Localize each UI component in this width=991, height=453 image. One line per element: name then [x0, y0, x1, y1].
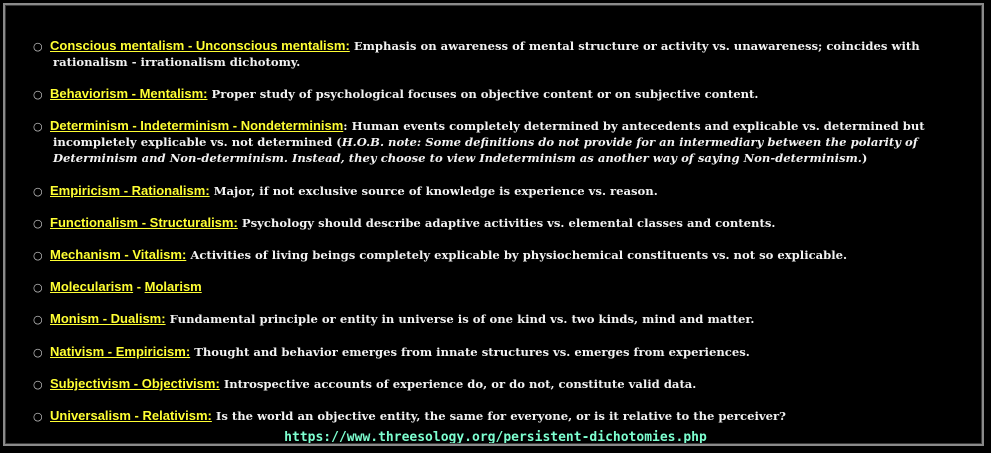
item-description: Is the world an objective entity, the same for everyone, or is it relative to the perceiver?: [211, 408, 786, 423]
bullet-icon: ○: [33, 184, 43, 198]
item-description: Fundamental principle or entity in universe is of one kind vs. two kinds, mind and matter.: [165, 312, 755, 327]
term-link[interactable]: Subjectivism - Objectivism:: [50, 375, 220, 391]
term-link[interactable]: Conscious mentalism - Unconscious mentalism:: [50, 38, 350, 53]
bullet-icon: ○: [33, 248, 43, 262]
bullet-icon: ○: [33, 88, 43, 102]
list-item: [33, 376, 968, 392]
term-link[interactable]: Nativism - Empiricism:: [50, 343, 191, 359]
bullet-icon: ○: [33, 281, 43, 295]
item-description-end: ): [861, 151, 868, 166]
page-frame: [3, 3, 984, 446]
list-item: [33, 408, 968, 424]
list-item: [33, 279, 968, 295]
term-link-molecularism[interactable]: Molecularism: [50, 279, 134, 295]
term-link[interactable]: Universalism - Relativism:: [50, 407, 212, 423]
term-link[interactable]: Monism - Dualism:: [50, 311, 166, 327]
item-description: Psychology should describe adaptive activities vs. elemental classes and contents.: [237, 215, 776, 230]
item-description: Thought and behavior emerges from innate structures vs. emerges from experiences.: [190, 344, 750, 359]
item-description-continued: rationalism - irrationalism dichotomy.: [53, 55, 301, 69]
bullet-icon: ○: [33, 120, 43, 134]
bullet-icon: ○: [33, 40, 43, 53]
item-description: Introspective accounts of experience do, or do not, constitute valid data.: [219, 376, 697, 391]
bullet-icon: ○: [33, 345, 43, 359]
bullet-icon: ○: [33, 216, 43, 230]
item-description: Activities of living beings completely explicable by physiochemical constituents vs. not so explicable.: [186, 247, 848, 262]
bullet-icon: ○: [33, 409, 43, 423]
item-description-continued: [50, 134, 968, 166]
list-item: [33, 118, 968, 166]
source-url: https://www.threesology.org/persistent-dichotomies.php: [284, 430, 707, 445]
bullet-icon: ○: [33, 313, 43, 327]
item-description-text: incompletely explicable vs. not determined (: [53, 135, 342, 150]
list-item: [33, 311, 968, 327]
item-description: : Human events completely determined by antecedents and explicable vs. determined but: [343, 119, 925, 134]
term-link[interactable]: Mechanism - Vitalism:: [50, 246, 187, 262]
list-item: [33, 38, 968, 70]
item-description: Major, if not exclusive source of knowledge is experience vs. reason.: [209, 183, 658, 198]
term-link[interactable]: Empiricism - Rationalism:: [50, 182, 210, 198]
bullet-icon: ○: [33, 377, 43, 391]
list-item: [33, 215, 968, 231]
item-description: Emphasis on awareness of mental structure or activity vs. unawareness; coincides with: [349, 39, 920, 53]
term-link-molarism[interactable]: Molarism: [144, 279, 202, 295]
hob-note: H.O.B. note: Some definitions do not provide for an intermediary between the polarity of Determinism and Non-determinism. Instead, they choose to view Indeterminism as another way of saying Non-determinism.: [53, 135, 918, 166]
term-separator: -: [133, 279, 145, 295]
term-link[interactable]: Determinism - Indeterminism - Nondeterminism: [50, 118, 344, 134]
list-item: [33, 247, 968, 263]
list-item: [33, 344, 968, 360]
list-item: [33, 86, 968, 102]
item-description: Proper study of psychological focuses on objective content or on subjective content.: [207, 87, 759, 102]
dichotomy-list: [33, 38, 968, 440]
term-link[interactable]: Behaviorism - Mentalism:: [50, 86, 208, 102]
term-link[interactable]: Functionalism - Structuralism:: [50, 214, 238, 230]
list-item: [33, 183, 968, 199]
